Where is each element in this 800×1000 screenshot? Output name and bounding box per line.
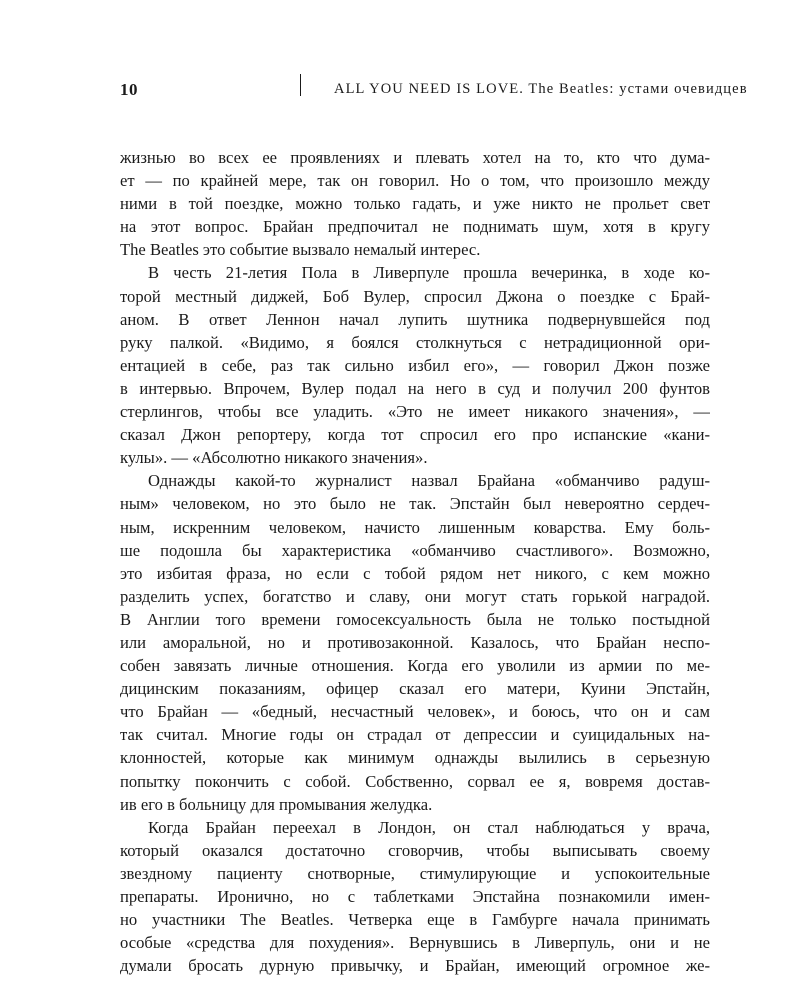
text-line: ними в той поездке, можно только гадать, и уже никто не прольет свет: [120, 194, 710, 214]
text-line: клонностей, которые как минимум однажды вылились в серьезную: [120, 748, 710, 768]
body-text: [120, 146, 710, 977]
text-line: это избитая фраза, но если с тобой рядом нет никого, с кем можно: [120, 563, 710, 583]
text-line: разделить успех, богатство и славу, они могут стать горькой наградой.: [120, 586, 710, 606]
running-title: ALL YOU NEED IS LOVE. The Beatles: устами очевидцев: [334, 81, 748, 97]
paragraph: [120, 261, 710, 469]
text-line: что Брайан — «бедный, несчастный человек», и боюсь, что он и сам: [120, 702, 710, 722]
text-line: ив его в больницу для промывания желудка.: [120, 794, 433, 814]
text-line: The Beatles это событие вызвало немалый интерес.: [120, 240, 481, 260]
text-line: жизнью во всех ее проявлениях и плевать хотел на то, кто что дума-: [120, 148, 710, 167]
text-line: Однажды какой-то журналист назвал Брайана «обманчиво радуш-: [148, 471, 710, 491]
text-line: или аморальной, но и противозаконной. Казалось, что Брайан неспо-: [120, 632, 710, 652]
text-line: сказал Джон репортеру, когда тот спросил его про испанские «кани-: [120, 425, 710, 445]
text-line: ным» человеком, но это было не так. Эпстайн был невероятно сердеч-: [120, 494, 710, 514]
paragraph: [120, 469, 710, 815]
text-line: думали бросать дурную привычку, и Брайан, имеющий огромное же-: [120, 956, 710, 976]
text-line: звездному пациенту снотворные, стимулирующие и успокоительные: [120, 863, 710, 883]
text-line: в интервью. Впрочем, Вулер подал на него в суд и получил 200 фунтов: [120, 378, 710, 398]
text-line: попытку покончить с собой. Собственно, сорвал ее я, вовремя достав-: [120, 771, 710, 791]
text-line: В честь 21-летия Пола в Ливерпуле прошла вечеринка, в ходе ко-: [148, 263, 710, 283]
page-number: 10: [120, 80, 138, 99]
text-line: аном. В ответ Леннон начал лупить шутника подвернувшейся под: [120, 309, 710, 329]
running-head: [120, 74, 748, 104]
text-line: кулы». — «Абсолютно никакого значения».: [120, 448, 428, 468]
text-line: стерлингов, чтобы все уладить. «Это не имеет никакого значения», —: [120, 402, 710, 422]
text-line: дицинским показаниям, офицер сказал его матери, Куини Эпстайн,: [120, 679, 710, 699]
text-line: который оказался достаточно сговорчив, чтобы выписывать своему: [120, 840, 710, 860]
text-line: на этот вопрос. Брайан предпочитал не поднимать шум, хотя в кругу: [120, 217, 710, 237]
paragraph: [120, 816, 710, 978]
text-line: торой местный диджей, Боб Вулер, спросил Джона о поездке с Брай-: [120, 286, 710, 306]
paragraph: [120, 146, 710, 261]
text-line: ше подошла бы характеристика «обманчиво счастливого». Возможно,: [120, 540, 710, 560]
text-line: ентацией в себе, раз так сильно избил его», — говорил Джон позже: [120, 355, 710, 375]
header-divider: [300, 74, 301, 96]
text-line: ным, искренним человеком, начисто лишенным коварства. Ему боль-: [120, 517, 710, 537]
text-line: собен завязать личные отношения. Когда его уволили из армии по ме-: [120, 656, 710, 676]
text-line: так считал. Многие годы он страдал от депрессии и суицидальных на-: [120, 725, 710, 745]
text-line: руку палкой. «Видимо, я боялся столкнуться с нетрадиционной ори-: [120, 332, 710, 352]
text-line: но участники The Beatles. Четверка еще в Гамбурге начала принимать: [120, 910, 710, 930]
text-line: В Англии того времени гомосексуальность была не только постыдной: [120, 609, 710, 629]
text-line: Когда Брайан переехал в Лондон, он стал наблюдаться у врача,: [148, 817, 710, 837]
text-line: ет — по крайней мере, так он говорил. Но о том, что произошло между: [120, 171, 710, 191]
text-line: препараты. Иронично, но с таблетками Эпстайна познакомили имен-: [120, 887, 710, 906]
text-line: особые «средства для похудения». Вернувшись в Ливерпуль, они и не: [120, 933, 710, 953]
